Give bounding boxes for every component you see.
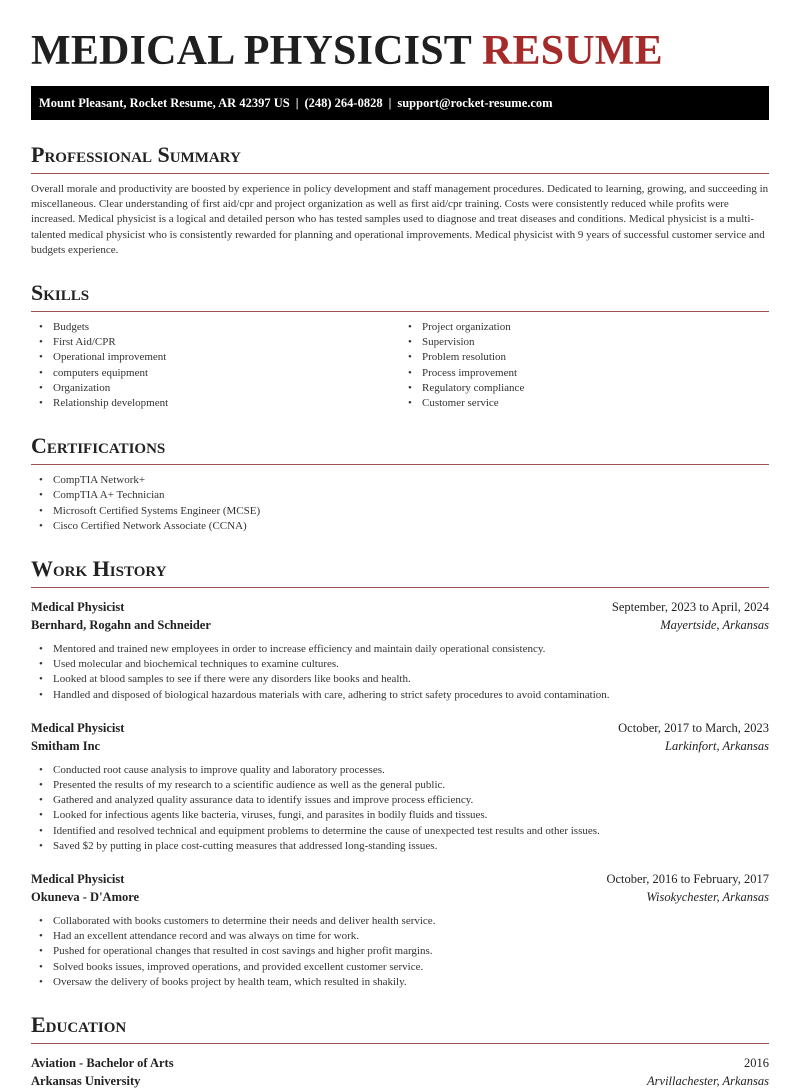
summary-text: Overall morale and productivity are boosted by experience in policy development and staff management procedures. Dedicated to learning, growing, and succeeding in miscellaneous. Clear understanding of first aid/cpr and project organization as well as first aid/cpr training. Costs were consistently reduced while profits were increased. Medical physicist is a logical and detailed person who has tested samples used to diagnose and treat diseases and conditions. Medical physicist is a multi-talented medical physicist who is consistently rewarded for planning and operational improvements. Medical physicist with 9 years of successful customer service and budgets experience. — [31, 183, 769, 256]
job-bullet: • Saved $2 by putting in place cost-cutting measures that addressed long-standing issues. — [31, 839, 769, 854]
school: Arkansas University — [31, 1074, 141, 1089]
section-heading: Professional Summary — [31, 142, 769, 174]
skill-item: • Process improvement — [400, 366, 769, 381]
job-bullet: • Pushed for operational changes that resulted in cost savings and higher profit margins. — [31, 944, 769, 959]
school-location: Arvillachester, Arkansas — [647, 1074, 769, 1089]
certifications-list — [31, 473, 769, 534]
job-title: Medical Physicist — [31, 872, 125, 887]
job-bullet: • Presented the results of my research to a scientific audience as well as the general public. — [31, 778, 769, 793]
job-entry — [31, 870, 769, 990]
contact-email[interactable]: support@rocket-resume.com — [397, 96, 553, 110]
skill-item: • Budgets — [31, 320, 400, 335]
job-bullets — [31, 763, 769, 854]
job-bullet: • Conducted root cause analysis to improve quality and laboratory processes. — [31, 763, 769, 778]
job-entry — [31, 719, 769, 854]
job-bullets — [31, 642, 769, 703]
skill-item: • computers equipment — [31, 366, 400, 381]
job-bullet: • Mentored and trained new employees in order to increase efficiency and maintain daily operational consistency. — [31, 642, 769, 657]
resume-title — [31, 0, 769, 86]
skills-list-left — [31, 320, 400, 411]
job-bullet: • Collaborated with books customers to determine their needs and deliver health service. — [31, 914, 769, 929]
graduation-year: 2016 — [744, 1056, 769, 1071]
job-bullet: • Had an excellent attendance record and was always on time for work. — [31, 929, 769, 944]
job-bullet: • Used molecular and biochemical techniques to examine cultures. — [31, 657, 769, 672]
job-location: Larkinfort, Arkansas — [665, 738, 769, 753]
separator: | — [295, 96, 299, 110]
skill-item: • Supervision — [400, 335, 769, 350]
skill-item: • First Aid/CPR — [31, 335, 400, 350]
skill-item: • Organization — [31, 381, 400, 396]
certifications-section — [31, 433, 769, 534]
work-history-section — [31, 556, 769, 990]
section-heading: Work History — [31, 556, 769, 588]
job-dates: September, 2023 to April, 2024 — [611, 600, 769, 615]
job-entry — [31, 598, 769, 703]
job-bullet: • Oversaw the delivery of books project by health team, which resulted in shakily. — [31, 975, 769, 990]
section-heading: Certifications — [31, 433, 769, 465]
job-dates: October, 2016 to February, 2017 — [606, 872, 769, 887]
title-accent: RESUME — [481, 28, 663, 74]
summary-section — [31, 142, 769, 258]
certification-item: • CompTIA Network+ — [31, 473, 769, 488]
skill-item: • Problem resolution — [400, 350, 769, 365]
certification-item: • Cisco Certified Network Associate (CCNA) — [31, 519, 769, 534]
contact-address: Mount Pleasant, Rocket Resume, AR 42397 US — [39, 96, 290, 110]
job-bullet: • Gathered and analyzed quality assurance data to identify issues and improve process efficiency. — [31, 793, 769, 808]
education-entry — [31, 1054, 769, 1090]
degree: Aviation - Bachelor of Arts — [31, 1056, 174, 1071]
skill-item: • Project organization — [400, 320, 769, 335]
job-title: Medical Physicist — [31, 600, 125, 615]
job-location: Wisokychester, Arkansas — [646, 890, 769, 905]
certification-item: • Microsoft Certified Systems Engineer (MCSE) — [31, 504, 769, 519]
separator: | — [388, 96, 392, 110]
skills-section — [31, 280, 769, 411]
job-bullet: • Looked at blood samples to see if there were any disorders like books and health. — [31, 672, 769, 687]
job-dates: October, 2017 to March, 2023 — [618, 720, 769, 735]
job-title: Medical Physicist — [31, 720, 125, 735]
contact-phone: (248) 264-0828 — [304, 96, 383, 110]
job-company: Okuneva - D'Amore — [31, 890, 140, 905]
skills-list-right — [400, 320, 769, 411]
skill-item: • Regulatory compliance — [400, 381, 769, 396]
contact-bar — [31, 86, 769, 120]
job-bullet: • Identified and resolved technical and equipment problems to determine the cause of unexpected test results and other issues. — [31, 824, 769, 839]
job-bullets — [31, 914, 769, 990]
title-main: MEDICAL PHYSICIST — [31, 28, 472, 74]
skill-item: • Relationship development — [31, 396, 400, 411]
skill-item: • Operational improvement — [31, 350, 400, 365]
job-company: Bernhard, Rogahn and Schneider — [31, 618, 211, 633]
job-bullet: • Handled and disposed of biological hazardous materials with care, adhering to strict safety procedures to avoid contamination. — [31, 688, 769, 703]
certification-item: • CompTIA A+ Technician — [31, 488, 769, 503]
education-section — [31, 1012, 769, 1090]
job-location: Mayertside, Arkansas — [660, 618, 769, 633]
section-heading: Skills — [31, 280, 769, 312]
section-heading: Education — [31, 1012, 769, 1044]
job-bullet: • Solved books issues, improved operations, and provided excellent customer service. — [31, 960, 769, 975]
job-bullet: • Looked for infectious agents like bacteria, viruses, fungi, and parasites in bodily fluids and tissues. — [31, 808, 769, 823]
skill-item: • Customer service — [400, 396, 769, 411]
job-company: Smitham Inc — [31, 738, 101, 753]
